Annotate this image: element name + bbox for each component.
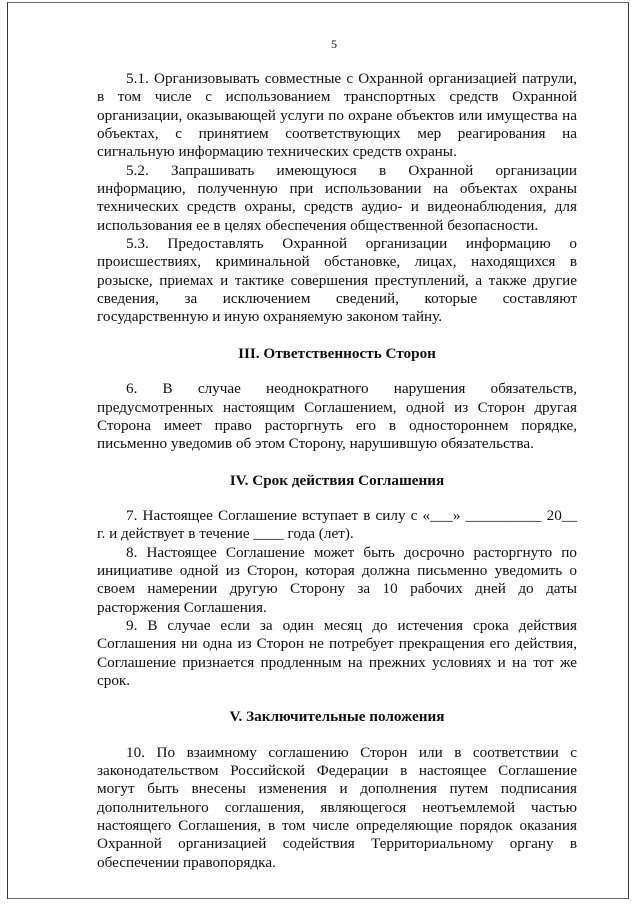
paragraph-6: 6. В случае неоднократного нарушения обязательств, предусмотренных настоящим Соглашением, одной из Сторон другая Сторона имеет право расторгнуть его в одностороннем порядке, письменно уведомив об этом Сторону, нарушившую обязательства. (97, 380, 577, 453)
paragraph-5-1: 5.1. Организовывать совместные с Охранной организацией патрули, в том числе с использованием транспортных средств Охранной организации, оказывающей услуги по охране объектов или имущества на объектах, с принятием соответствующих мер реагирования на сигнальную информацию технических средств охраны. (97, 70, 577, 161)
section-heading-final-provisions: V. Заключительные положения (229, 708, 445, 726)
paragraph-5-2: 5.2. Запрашивать имеющуюся в Охранной организации информацию, полученную при использовании на объектах охраны технических средств охраны, средств аудио- и видеонаблюдения, для использования ее в целях обеспечения общественной безопасности. (97, 161, 577, 234)
document-body (97, 70, 577, 872)
paragraph-7: 7. Настоящее Соглашение вступает в силу с «___» __________ 20__ г. и действует в течение ____ года (лет). (97, 506, 577, 543)
page-number: 5 (331, 37, 337, 51)
section-heading-responsibility: III. Ответственность Сторон (238, 344, 436, 362)
paragraph-8: 8. Настоящее Соглашение может быть досрочно расторгнуто по инициативе одной из Сторон, которая должна письменно уведомить о своем намерении другую Сторону за 10 рабочих дней до даты расторжения Соглашения. (97, 543, 577, 616)
paragraph-9: 9. В случае если за один месяц до истечения срока действия Соглашения ни одна из Сторон не потребует прекращения его действия, Соглашение признается продленным на прежних условиях и на тот же срок. (97, 616, 577, 689)
paragraph-10: 10. По взаимному соглашению Сторон или в соответствии с законодательством Российской Федерации в настоящее Соглашение могут быть внесены изменения и дополнения путем подписания дополнительного соглашения, являющегося неотъемлемой частью настоящего Соглашения, в том числе определяющие порядок оказания Охранной организацией содействия Территориальному органу в обеспечении правопорядка. (97, 743, 577, 871)
paragraph-5-3: 5.3. Предоставлять Охранной организации информацию о происшествиях, криминальной обстановке, лицах, находящихся в розыске, приемах и тактике совершения преступлений, а также другие сведения, за исключением сведений, которые составляют государственную и иную охраняемую законом тайну. (97, 235, 577, 326)
section-heading-term: IV. Срок действия Соглашения (229, 471, 445, 489)
